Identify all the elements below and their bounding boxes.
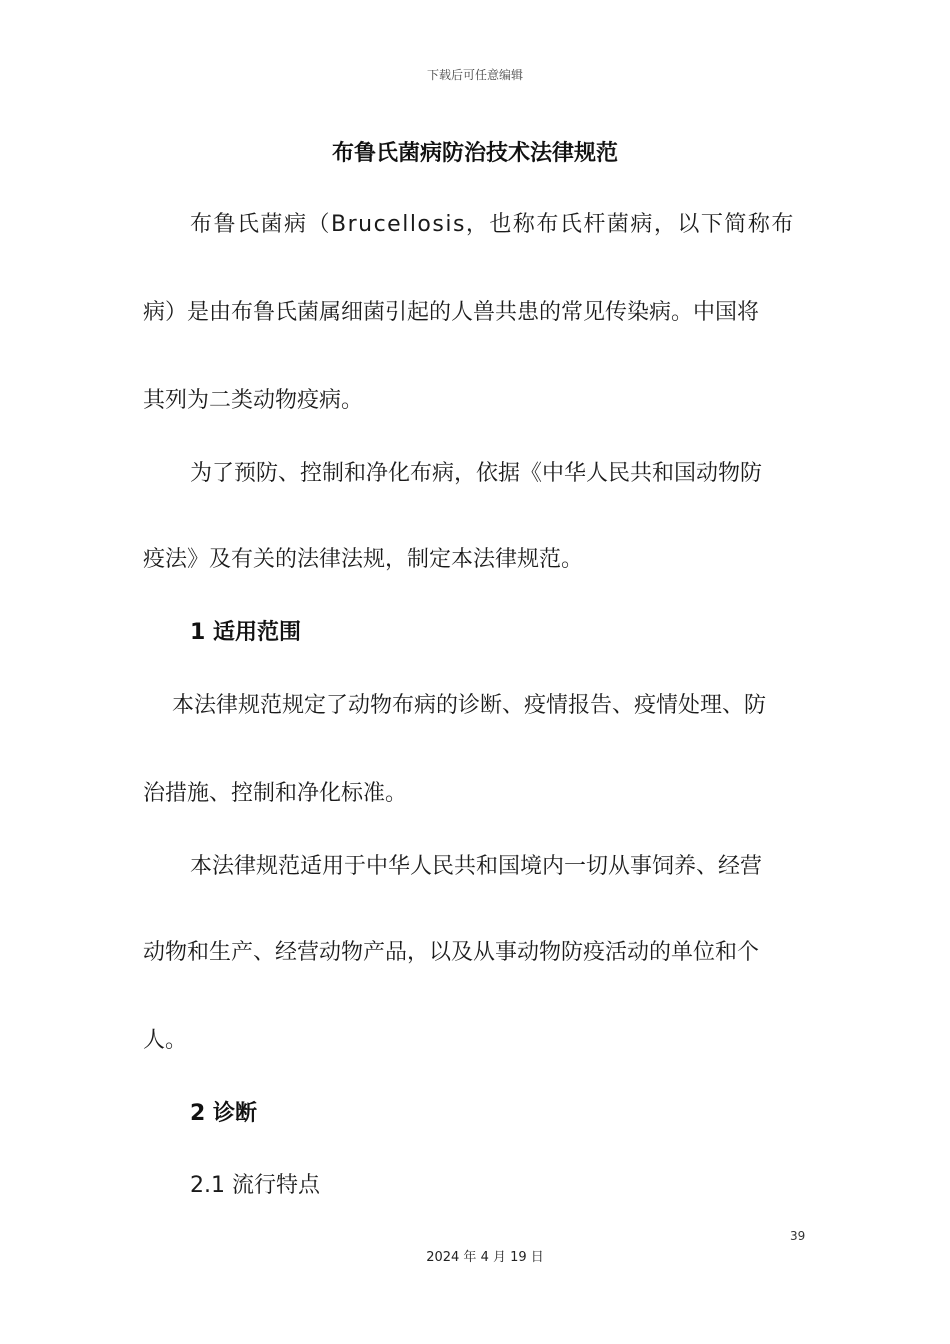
- subsection-heading-2-1: 2.1 流行特点: [190, 1173, 320, 1198]
- paragraph-4-line-1: 本法律规范适用于中华人民共和国境内一切从事饲养、经营: [190, 854, 763, 879]
- section-heading-2: 2 诊断: [190, 1101, 257, 1126]
- header-note: 下载后可任意编辑: [426, 68, 523, 82]
- paragraph-1-line-3: 其列为二类动物疫病。: [143, 388, 364, 413]
- paragraph-2-line-1: 为了预防、控制和净化布病，依据《中华人民共和国动物防: [190, 461, 763, 486]
- paragraph-2-line-2: 疫法》及有关的法律法规，制定本法律规范。: [143, 547, 584, 572]
- paragraph-3-line-1: 本法律规范规定了动物布病的诊断、疫情报告、疫情处理、防: [172, 693, 767, 718]
- document-title: 布鲁氏菌病防治技术法律规范: [331, 141, 618, 166]
- paragraph-1-line-2: 病）是由布鲁氏菌属细菌引起的人兽共患的常见传染病。中国将: [143, 300, 760, 325]
- section-heading-1: 1 适用范围: [190, 620, 301, 645]
- paragraph-1-line-1: 布鲁氏菌病（Brucellosis，也称布氏杆菌病，以下简称布: [190, 212, 795, 237]
- paragraph-4-line-3: 人。: [143, 1028, 188, 1053]
- paragraph-3-line-2: 治措施、控制和净化标准。: [143, 781, 408, 806]
- page-number: 39: [790, 1229, 806, 1243]
- footer-date: 2024 年 4 月 19 日: [426, 1250, 544, 1265]
- paragraph-4-line-2: 动物和生产、经营动物产品，以及从事动物防疫活动的单位和个: [143, 940, 760, 965]
